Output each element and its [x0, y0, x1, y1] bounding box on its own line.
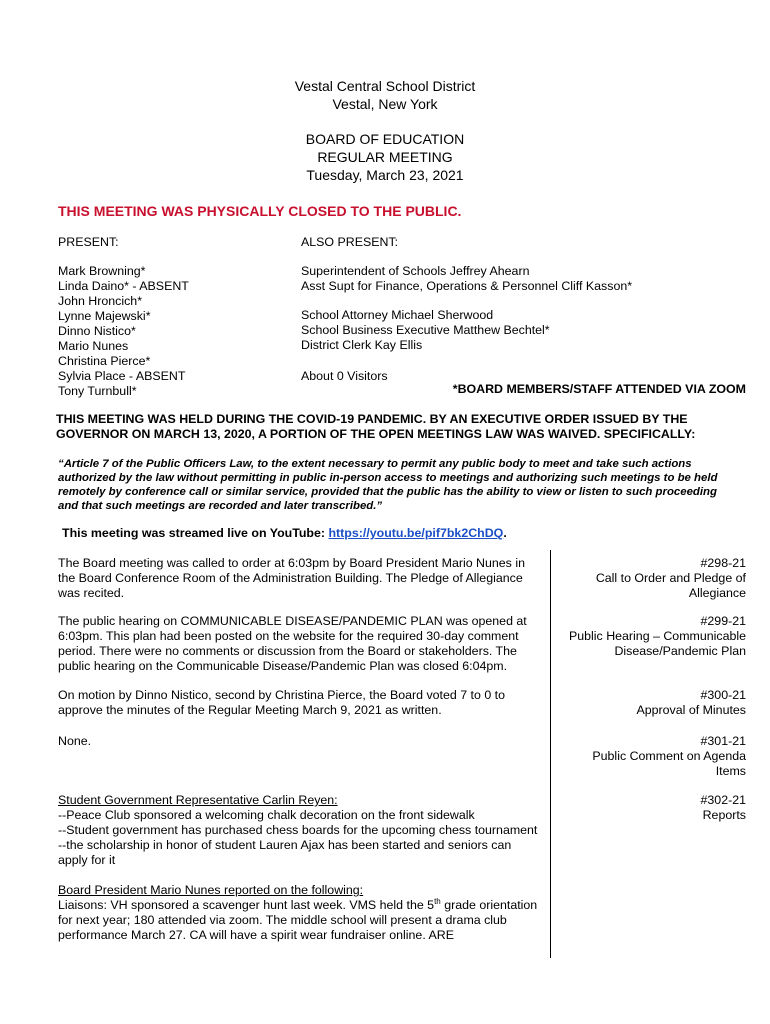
staff-name: Asst Supt for Finance, Operations & Personnel Cliff Kasson* [301, 279, 633, 293]
public-comment-text [58, 734, 538, 749]
youtube-link[interactable]: https://youtu.be/pif7bk2ChDQ [328, 526, 504, 540]
ref-301-21 [546, 734, 746, 779]
ref-number: #298-21 [700, 556, 746, 570]
student-report-line: --the scholarship in honor of student Lauren Ajax has been started and seniors can apply for it [58, 838, 512, 867]
paragraph: The public hearing on COMMUNICABLE DISEASE/PANDEMIC PLAN was opened at 6:03pm. This plan had been posted on the website for the required 30-day comment period. There were no comments or discussion from the Board or stakeholders. The public hearing on the Communicable Disease/Pandemic Plan was closed 6:04pm. [58, 614, 527, 673]
member-name: Dinno Nistico* [58, 324, 136, 338]
student-report-line: --Peace Club sponsored a welcoming chalk decoration on the front sidewalk [58, 808, 475, 822]
staff-name: District Clerk Kay Ellis [301, 338, 423, 352]
ref-299-21 [546, 614, 746, 659]
ref-title: Public Hearing – Communicable [569, 629, 746, 643]
board-title: BOARD OF EDUCATION [305, 131, 465, 147]
ref-title: Items [715, 764, 746, 778]
ref-title: Public Comment on Agenda [592, 749, 746, 763]
hearing-text [58, 614, 538, 674]
ref-title: Reports [702, 808, 746, 822]
ref-298-21 [546, 556, 746, 601]
also-present-group-2 [301, 308, 550, 353]
stream-text: This meeting was streamed live on YouTube: [62, 526, 329, 540]
member-name: Sylvia Place - ABSENT [58, 369, 186, 383]
member-name: John Hroncich* [58, 294, 143, 308]
zoom-note: *BOARD MEMBERS/STAFF ATTENDED VIA ZOOM [452, 382, 746, 396]
member-name: Linda Daino* - ABSENT [58, 279, 189, 293]
president-report-text [58, 898, 538, 943]
district-location: Vestal, New York [332, 96, 438, 112]
visitors-count: About 0 Visitors [301, 369, 388, 383]
ref-title: Approval of Minutes [636, 703, 746, 717]
also-present-group-1 [301, 264, 632, 294]
ref-title: Call to Order and Pledge of [595, 571, 746, 585]
ordinal-suffix: th [434, 896, 441, 906]
paragraph: On motion by Dinno Nistico, second by Christina Pierce, the Board voted 7 to 0 to approve the minutes of the Regular Meeting March 9, 2021 as written. [58, 688, 505, 717]
member-name: Mario Nunes [58, 339, 129, 353]
president-text-part: Liaisons: VH sponsored a scavenger hunt last week. VMS held the 5 [58, 898, 435, 912]
student-report-heading: Student Government Representative Carlin Reyen: [58, 793, 338, 807]
staff-name: Superintendent of Schools Jeffrey Ahearn [301, 264, 530, 278]
executive-order-quote: “Article 7 of the Public Officers Law, to the extent necessary to permit any public body to meet and take such actions authorized by the law without permitting in public in-person access to meetings and authorizing such meetings to be held remotely by conference call or similar service, provided that the public has the ability to view or listen to such proceeding and that such meetings are recorded and later transcribed.” [58, 458, 718, 512]
paragraph: None. [58, 734, 92, 748]
call-to-order-text [58, 556, 538, 601]
district-name: Vestal Central School District [294, 78, 476, 94]
stream-end: . [503, 526, 507, 540]
ref-title: Disease/Pandemic Plan [614, 644, 746, 658]
meeting-type: REGULAR MEETING [317, 149, 453, 165]
covid-notice: THIS MEETING WAS HELD DURING THE COVID-19 PANDEMIC. BY AN EXECUTIVE ORDER ISSUED BY THE GOVERNOR ON MARCH 13, 2020, A PORTION OF THE OPEN MEETINGS LAW WAS WAIVED. SPECIFICALLY: [56, 412, 696, 441]
student-report-line: --Student government has purchased chess boards for the upcoming chess tournament [58, 823, 538, 837]
member-name: Lynne Majewski* [58, 309, 151, 323]
ref-number: #300-21 [700, 688, 746, 702]
stream-notice [62, 526, 507, 541]
present-heading: PRESENT: [58, 235, 119, 249]
present-list [58, 264, 189, 399]
ref-302-21 [546, 793, 746, 823]
ref-number: #299-21 [700, 614, 746, 628]
ref-number: #301-21 [700, 734, 746, 748]
staff-name: School Attorney Michael Sherwood [301, 308, 494, 322]
paragraph: The Board meeting was called to order at 6:03pm by Board President Mario Nunes in the Board Conference Room of the Administration Building. The Pledge of Allegiance was recited. [58, 556, 525, 600]
also-present-heading: ALSO PRESENT: [301, 235, 399, 249]
meeting-date: Tuesday, March 23, 2021 [306, 167, 464, 183]
member-name: Tony Turnbull* [58, 384, 137, 398]
president-report-heading: Board President Mario Nunes reported on the following: [58, 883, 364, 897]
minutes-text [58, 688, 538, 718]
ref-title: Allegiance [688, 586, 746, 600]
member-name: Mark Browning* [58, 264, 146, 278]
member-name: Christina Pierce* [58, 354, 151, 368]
closed-notice: THIS MEETING WAS PHYSICALLY CLOSED TO THE PUBLIC. [58, 203, 462, 219]
ref-300-21 [546, 688, 746, 718]
staff-name: School Business Executive Matthew Bechtel* [301, 323, 550, 337]
reports-text [58, 793, 538, 943]
president-text-part: grade orientation for next year; 180 attended via zoom. The middle school will present a drama club performance March 27. CA will have a spirit wear fundraiser online. ARE [58, 898, 538, 942]
ref-number: #302-21 [700, 793, 746, 807]
